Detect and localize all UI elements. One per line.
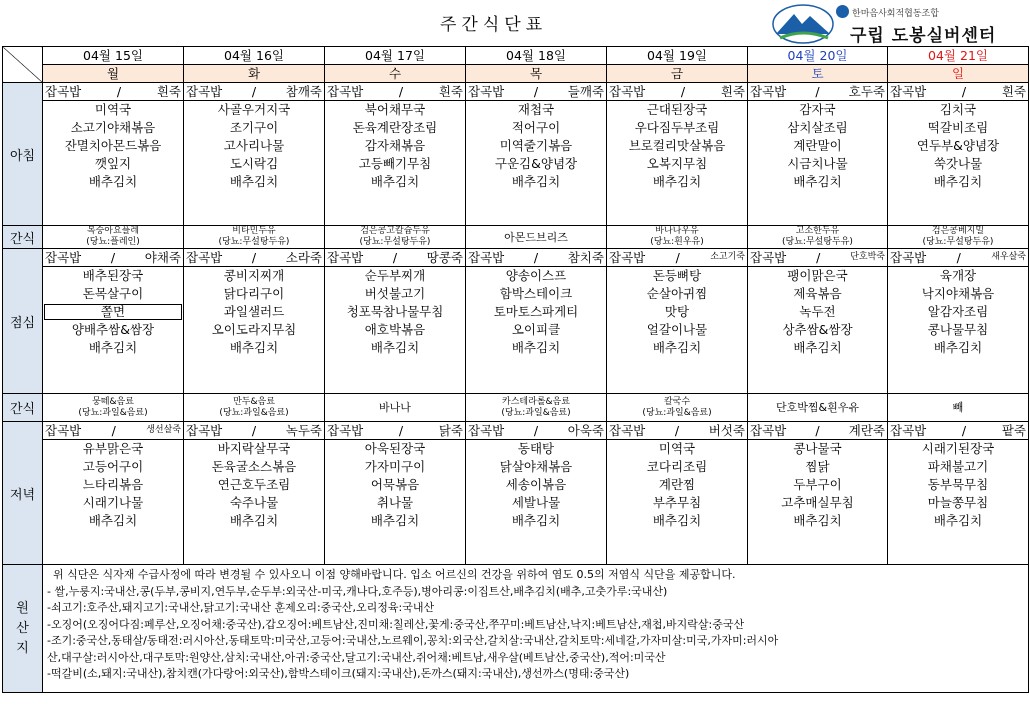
date-wed: 04월 17일 — [325, 47, 466, 65]
lunch-porridge: 새우살죽 — [991, 252, 1026, 262]
org-name: 구립 도봉실버센터 — [850, 26, 997, 46]
lunch-dish: 청포묵참나물무침 — [346, 304, 444, 319]
lunch-rice-porridge — [748, 249, 887, 267]
morning-snack-cell — [325, 226, 466, 249]
breakfast-rice: 잡곡밥 — [890, 84, 927, 99]
afternoon-snack-item: 바나나 — [379, 401, 411, 414]
dinner-rice-porridge — [184, 422, 324, 440]
breakfast-row — [3, 83, 1029, 226]
breakfast-dish: 재첩국 — [517, 102, 555, 117]
dinner-separator: / — [815, 423, 820, 438]
note-line: -오징어(오징어다짐:페루산,오징어채:중국산),갑오징어:베트남산,진미채:칠레산,꽃게:중국산,쭈꾸미:베트남산,낙지:베트남산,재첩,바지락살:중국산 — [47, 617, 745, 631]
lunch-dish: 낙지야채볶음 — [921, 286, 995, 301]
dinner-dish: 부추무침 — [652, 495, 702, 510]
dinner-rice: 잡곡밥 — [45, 423, 82, 438]
dinner-cell — [466, 422, 607, 565]
lunch-porridge: 소고기죽 — [710, 252, 745, 262]
morning-snack-row — [3, 226, 1029, 249]
lunch-dish: 얼갈이나물 — [646, 322, 708, 337]
morning-snack-item: 복숭아요플레 — [86, 226, 140, 236]
breakfast-cell — [184, 83, 325, 226]
afternoon-snack-item: 빼 — [952, 401, 964, 414]
breakfast-label: 아침 — [3, 83, 43, 226]
breakfast-dish: 돈육계란장조림 — [352, 120, 438, 135]
lunch-dish: 애호박볶음 — [364, 322, 426, 337]
lunch-dish: 함박스테이크 — [499, 286, 573, 301]
breakfast-cell — [888, 83, 1029, 226]
dinner-dish: 코다리조림 — [646, 459, 708, 474]
breakfast-dish: 사골우거지국 — [217, 102, 291, 117]
lunch-rice-porridge — [184, 249, 324, 267]
breakfast-dish: 깻잎지 — [94, 156, 132, 171]
breakfast-dish: 근대된장국 — [646, 102, 708, 117]
dinner-dish: 어묵볶음 — [370, 477, 420, 492]
lunch-dish: 콩나물무침 — [927, 322, 989, 337]
lunch-dish: 제육볶음 — [793, 286, 842, 301]
dinner-cell — [43, 422, 184, 565]
breakfast-rice-porridge — [43, 83, 183, 101]
lunch-dish: 양송이스프 — [505, 268, 567, 283]
lunch-cell — [888, 249, 1029, 394]
origin-notes — [43, 565, 1029, 693]
dinner-porridge: 팥죽 — [1001, 423, 1026, 438]
breakfast-separator: / — [680, 84, 686, 99]
date-row — [3, 47, 1029, 65]
note-line: -조기:중국산,동태살/동태전:러시아산,동태토막:미국산,고등어:국내산,노르웨이,꽁치:외국산,갈치살:국내산,갈치토막:세네갈,가자미살:미국,가자미:러시아 — [47, 634, 779, 647]
lunch-rice-porridge — [43, 249, 183, 267]
dinner-cell — [325, 422, 466, 565]
breakfast-rice: 잡곡밥 — [327, 84, 364, 99]
dinner-separator: / — [398, 423, 404, 438]
lunch-dish: 오이피클 — [511, 322, 561, 337]
breakfast-dish: 북어채무국 — [364, 102, 426, 117]
lunch-rice: 잡곡밥 — [186, 250, 223, 265]
breakfast-separator: / — [533, 84, 539, 99]
morning-snack-cell — [607, 226, 748, 249]
lunch-rice: 잡곡밥 — [327, 250, 364, 265]
breakfast-dish: 배추김치 — [229, 174, 279, 189]
afternoon-snack-cell — [748, 394, 888, 422]
dinner-porridge: 생선살죽 — [146, 425, 181, 435]
dinner-separator: / — [961, 423, 967, 438]
breakfast-rice-porridge — [325, 83, 465, 101]
dinner-porridge: 계란죽 — [848, 423, 885, 438]
dinner-rice: 잡곡밥 — [890, 423, 927, 438]
morning-snack-cell — [466, 226, 607, 249]
weekday-sun: 일 — [888, 65, 1029, 83]
morning-snack-diabetic-option: (당뇨:무설탕두유) — [359, 237, 431, 247]
morning-snack-label: 간식 — [3, 226, 43, 249]
breakfast-porridge: 흰죽 — [720, 84, 745, 99]
breakfast-rice-porridge — [748, 83, 887, 101]
morning-snack-diabetic-option: (당뇨:무설탕두유) — [218, 237, 290, 247]
breakfast-separator: / — [251, 84, 257, 99]
lunch-separator: / — [675, 250, 680, 265]
breakfast-dish: 미역국 — [94, 102, 132, 117]
breakfast-porridge: 참깨죽 — [285, 84, 322, 99]
lunch-dish: 배추김치 — [652, 340, 702, 355]
afternoon-snack-cell — [466, 394, 607, 422]
breakfast-dish: 고등빼기무침 — [358, 156, 432, 171]
weekday-sat: 토 — [748, 65, 888, 83]
origin-label-text: 원산지 — [16, 600, 29, 656]
lunch-dish: 배추김치 — [229, 340, 279, 355]
breakfast-dish: 연두부&양념장 — [916, 138, 1000, 153]
afternoon-snack-cell — [607, 394, 748, 422]
dinner-cell — [888, 422, 1029, 565]
lunch-dish: 오이도라지무침 — [211, 322, 297, 337]
lunch-dish: 돈등뼈탕 — [652, 268, 702, 283]
note-line: - 쌀,누룽지:국내산,콩(두부,콩비지,연두부,순두부:외국산-미국,캐나다,호주등),병아리콩:이집트산,배추김치(배추,고춧가루:국내산) — [47, 584, 668, 598]
breakfast-separator: / — [961, 84, 967, 99]
breakfast-dish: 오복지무침 — [646, 156, 708, 171]
afternoon-snack-cell — [888, 394, 1029, 422]
afternoon-snack-item: 뭉떼&음료 — [92, 396, 134, 407]
dinner-dish: 느타리볶음 — [82, 477, 144, 492]
note-line: 산,대구살:러시아산,대구토막:원양산,삼치:국내산,아귀:중국산,달고기:국내산,쥐어채:베트남,새우살(베트남산,중국산),적어:미국산 — [47, 650, 666, 664]
dinner-dish: 가자미구이 — [364, 459, 426, 474]
lunch-dish: 배추된장국 — [82, 268, 144, 283]
origin-label — [3, 565, 43, 693]
org-badge-icon — [836, 5, 849, 18]
dinner-separator: / — [533, 423, 539, 438]
breakfast-dish: 배추김치 — [370, 174, 420, 189]
dinner-row — [3, 422, 1029, 565]
lunch-label: 점심 — [3, 249, 43, 394]
dinner-dish: 동태탕 — [517, 441, 555, 456]
breakfast-dish: 잔멸치아몬드볶음 — [64, 138, 162, 153]
dinner-dish: 연근호두조림 — [217, 477, 291, 492]
lunch-rice: 잡곡밥 — [45, 250, 82, 265]
dinner-rice-porridge — [607, 422, 747, 440]
dinner-dish: 배추김치 — [88, 513, 138, 528]
origin-row — [3, 565, 1029, 693]
lunch-dish: 쫄면 — [43, 303, 183, 321]
breakfast-dish: 조기구이 — [229, 120, 279, 135]
lunch-dish: 상추쌈&쌈장 — [782, 322, 853, 337]
breakfast-dish: 감자국 — [799, 102, 836, 117]
morning-snack-diabetic-option: (당뇨:무설탕두유) — [782, 237, 853, 247]
breakfast-dish: 우다짐두부조림 — [634, 120, 720, 135]
dinner-dish: 취나물 — [376, 495, 414, 510]
breakfast-dish: 브로컬리맛살볶음 — [628, 138, 726, 153]
breakfast-rice: 잡곡밥 — [750, 84, 787, 99]
lunch-dish: 순두부찌개 — [364, 268, 426, 283]
dinner-dish: 배추김치 — [793, 513, 842, 528]
dinner-dish: 바지락살무국 — [217, 441, 291, 456]
lunch-porridge: 소라죽 — [285, 250, 322, 265]
morning-snack-item: 바나나우유 — [655, 226, 699, 236]
dinner-cell — [607, 422, 748, 565]
weekday-tue: 화 — [184, 65, 325, 83]
dinner-dish: 시래기나물 — [82, 495, 144, 510]
breakfast-dish: 배추김치 — [793, 174, 842, 189]
breakfast-cell — [466, 83, 607, 226]
morning-snack-item: 아몬드브리즈 — [504, 230, 568, 244]
afternoon-snack-item: 카스테라롤&음료 — [502, 396, 570, 407]
lunch-cell — [748, 249, 888, 394]
date-fri: 04월 19일 — [607, 47, 748, 65]
afternoon-snack-diabetic-option: (당뇨:과일&음료) — [219, 407, 289, 418]
date-tue: 04월 16일 — [184, 47, 325, 65]
mountain-logo-icon — [772, 4, 834, 44]
breakfast-dish: 소고기야채볶음 — [70, 120, 156, 135]
breakfast-rice-porridge — [607, 83, 747, 101]
breakfast-porridge: 호두죽 — [848, 84, 885, 99]
dinner-rice: 잡곡밥 — [609, 423, 646, 438]
lunch-rice-porridge — [466, 249, 606, 267]
lunch-cell — [184, 249, 325, 394]
dinner-dish: 유부맑은국 — [82, 441, 144, 456]
dinner-dish: 세발나물 — [511, 495, 561, 510]
breakfast-porridge: 흰죽 — [438, 84, 463, 99]
weekday-mon: 월 — [43, 65, 184, 83]
dinner-dish: 동부묵무침 — [927, 477, 989, 492]
dinner-dish: 돈육굴소스볶음 — [211, 459, 297, 474]
note-line: -떡갈비(소,돼지:국내산),참치캔(가다랑어:외국산),함박스테이크(돼지:국내산),돈까스(돼지:국내산),생선까스(명태:중국산) — [47, 667, 630, 680]
center-logo — [772, 2, 1027, 46]
afternoon-snack-item: 단호박찜&흰우유 — [776, 401, 859, 414]
afternoon-snack-item: 칼국수 — [663, 396, 691, 407]
lunch-dish: 맛탕 — [664, 304, 690, 319]
breakfast-porridge: 흰죽 — [1001, 84, 1026, 99]
morning-snack-diabetic-option: (당뇨:흰우유) — [650, 237, 704, 247]
dinner-dish: 계란찜 — [658, 477, 696, 492]
lunch-dish: 배추김치 — [933, 340, 983, 355]
lunch-rice-porridge — [607, 249, 747, 267]
dinner-porridge: 닭죽 — [438, 423, 463, 438]
afternoon-snack-diabetic-option: (당뇨:과일&음료) — [78, 407, 148, 418]
breakfast-rice-porridge — [466, 83, 606, 101]
breakfast-dish: 시금치나물 — [787, 156, 848, 171]
lunch-rice-porridge — [888, 249, 1028, 267]
date-sat: 04월 20일 — [748, 47, 888, 65]
afternoon-snack-diabetic-option: (당뇨:과일&음료) — [642, 407, 712, 418]
lunch-cell — [607, 249, 748, 394]
dinner-rice-porridge — [466, 422, 606, 440]
note-line: 위 식단은 식자재 수급사정에 따라 변경될 수 있사오니 이점 양해바랍니다. 입소 어르신의 건강을 위하여 염도 0.5의 저염식 식단을 제공합니다. — [53, 568, 736, 581]
weekday-thu: 목 — [466, 65, 607, 83]
breakfast-cell — [325, 83, 466, 226]
breakfast-dish: 배추김치 — [511, 174, 561, 189]
lunch-porridge: 참치죽 — [567, 250, 604, 265]
afternoon-snack-cell — [43, 394, 184, 422]
lunch-cell — [325, 249, 466, 394]
lunch-cell — [43, 249, 184, 394]
lunch-dish: 닭다리구이 — [223, 286, 285, 301]
lunch-dish: 과일샐러드 — [223, 304, 285, 319]
lunch-separator: / — [110, 250, 116, 265]
dinner-separator: / — [111, 423, 116, 438]
lunch-rice-porridge — [325, 249, 465, 267]
dinner-dish: 두부구이 — [793, 477, 842, 492]
morning-snack-cell — [888, 226, 1029, 249]
breakfast-dish: 배추김치 — [933, 174, 983, 189]
lunch-dish: 양배추쌈&쌈장 — [71, 322, 155, 337]
dinner-dish: 세송이볶음 — [505, 477, 567, 492]
dinner-dish: 배추김치 — [370, 513, 420, 528]
dinner-separator: / — [251, 423, 257, 438]
breakfast-rice-porridge — [888, 83, 1028, 101]
dinner-rice: 잡곡밥 — [327, 423, 364, 438]
breakfast-cell — [607, 83, 748, 226]
lunch-separator: / — [956, 250, 961, 265]
breakfast-rice: 잡곡밥 — [609, 84, 646, 99]
breakfast-dish: 떡갈비조림 — [927, 120, 989, 135]
lunch-porridge: 땅콩죽 — [426, 250, 463, 265]
lunch-dish: 팽이맑은국 — [787, 268, 848, 283]
dinner-dish: 콩나물국 — [793, 441, 842, 456]
lunch-cell — [466, 249, 607, 394]
lunch-dish: 육개장 — [939, 268, 977, 283]
lunch-separator: / — [816, 250, 821, 265]
dinner-rice: 잡곡밥 — [468, 423, 505, 438]
morning-snack-cell — [43, 226, 184, 249]
breakfast-separator: / — [398, 84, 404, 99]
lunch-dish: 콩비지찌개 — [223, 268, 285, 283]
afternoon-snack-row — [3, 394, 1029, 422]
lunch-dish: 배추김치 — [511, 340, 561, 355]
breakfast-dish: 계란말이 — [793, 138, 842, 153]
breakfast-rice: 잡곡밥 — [468, 84, 505, 99]
breakfast-dish: 배추김치 — [88, 174, 138, 189]
lunch-dish: 알감자조림 — [927, 304, 989, 319]
lunch-row — [3, 249, 1029, 394]
lunch-separator: / — [392, 250, 398, 265]
morning-snack-cell — [748, 226, 888, 249]
lunch-porridge: 단호박죽 — [850, 252, 885, 262]
dinner-cell — [184, 422, 325, 565]
weekday-row — [3, 65, 1029, 83]
breakfast-dish: 도시락김 — [229, 156, 279, 171]
breakfast-separator: / — [815, 84, 820, 99]
date-sun: 04월 21일 — [888, 47, 1029, 65]
breakfast-dish: 쑥갓나물 — [933, 156, 983, 171]
lunch-rice: 잡곡밥 — [750, 250, 787, 265]
dinner-rice: 잡곡밥 — [750, 423, 787, 438]
breakfast-rice: 잡곡밥 — [186, 84, 223, 99]
breakfast-porridge: 들깨죽 — [567, 84, 604, 99]
dinner-rice-porridge — [325, 422, 465, 440]
dinner-dish: 파채불고기 — [927, 459, 989, 474]
corner-cell — [3, 47, 43, 83]
lunch-separator: / — [251, 250, 257, 265]
dinner-dish: 마늘쫑무침 — [927, 495, 989, 510]
breakfast-dish: 구운김&양념장 — [494, 156, 578, 171]
morning-snack-item: 비타민두유 — [232, 226, 276, 236]
breakfast-cell — [748, 83, 888, 226]
afternoon-snack-cell — [325, 394, 466, 422]
breakfast-porridge: 흰죽 — [156, 84, 181, 99]
weekday-fri: 금 — [607, 65, 748, 83]
breakfast-dish: 김치국 — [939, 102, 977, 117]
lunch-dish: 녹두전 — [799, 304, 836, 319]
morning-snack-item: 고소한두유 — [795, 226, 840, 236]
breakfast-dish: 고사리나물 — [223, 138, 285, 153]
dinner-dish: 찜닭 — [805, 459, 830, 474]
dinner-dish: 숙주나물 — [229, 495, 279, 510]
lunch-dish: 토마토스파게티 — [493, 304, 579, 319]
dinner-porridge: 녹두죽 — [285, 423, 322, 438]
dinner-porridge: 아욱죽 — [567, 423, 604, 438]
dinner-dish: 아욱된장국 — [364, 441, 426, 456]
dinner-dish: 배추김치 — [511, 513, 561, 528]
lunch-dish: 순살아귀찜 — [646, 286, 708, 301]
lunch-rice: 잡곡밥 — [890, 250, 927, 265]
dinner-dish: 미역국 — [658, 441, 696, 456]
breakfast-cell — [43, 83, 184, 226]
dinner-rice: 잡곡밥 — [186, 423, 223, 438]
lunch-dish: 배추김치 — [793, 340, 842, 355]
dinner-dish: 고등어구이 — [82, 459, 144, 474]
breakfast-dish: 미역줄기볶음 — [499, 138, 573, 153]
breakfast-separator: / — [116, 84, 122, 99]
lunch-dish: 버섯불고기 — [364, 286, 426, 301]
lunch-separator: / — [533, 250, 539, 265]
date-thu: 04월 18일 — [466, 47, 607, 65]
date-mon: 04월 15일 — [43, 47, 184, 65]
morning-snack-diabetic-option: (당뇨:플레인) — [86, 237, 140, 247]
afternoon-snack-diabetic-option: (당뇨:과일&음료) — [501, 407, 571, 418]
breakfast-dish: 배추김치 — [652, 174, 702, 189]
breakfast-rice-porridge — [184, 83, 324, 101]
dinner-porridge: 버섯죽 — [708, 423, 745, 438]
breakfast-dish: 적어구이 — [511, 120, 561, 135]
page-title: 주간식단표 — [440, 15, 548, 35]
lunch-rice: 잡곡밥 — [468, 250, 505, 265]
morning-snack-item: 검은콩베지밀 — [931, 226, 985, 236]
dinner-dish: 시래기된장국 — [921, 441, 995, 456]
org-small-name: 한마음사회적협동조합 — [852, 9, 939, 19]
weekday-wed: 수 — [325, 65, 466, 83]
morning-snack-cell — [184, 226, 325, 249]
morning-snack-item: 검은콩고칼슘두유 — [360, 226, 430, 236]
afternoon-snack-cell — [184, 394, 325, 422]
lunch-dish: 배추김치 — [370, 340, 420, 355]
breakfast-rice: 잡곡밥 — [45, 84, 82, 99]
dinner-separator: / — [674, 423, 680, 438]
dinner-dish: 고추매실무침 — [781, 495, 854, 510]
dinner-label: 저녁 — [3, 422, 43, 565]
dinner-rice-porridge — [888, 422, 1028, 440]
dinner-cell — [748, 422, 888, 565]
dinner-rice-porridge — [748, 422, 887, 440]
dinner-dish: 닭살야채볶음 — [499, 459, 573, 474]
afternoon-snack-item: 만두&음료 — [233, 396, 275, 407]
lunch-dish: 배추김치 — [88, 340, 138, 355]
menu-table — [2, 46, 1029, 693]
dinner-dish: 배추김치 — [652, 513, 702, 528]
dinner-dish: 배추김치 — [229, 513, 279, 528]
dinner-dish: 배추김치 — [933, 513, 983, 528]
afternoon-snack-label: 간식 — [3, 394, 43, 422]
note-line: -쇠고기:호주산,돼지고기:국내산,닭고기:국내산 훈제오리:중국산,오리정육:국내산 — [47, 601, 435, 614]
breakfast-dish: 삼치살조림 — [787, 120, 848, 135]
breakfast-dish: 감자채볶음 — [364, 138, 426, 153]
lunch-porridge: 야채죽 — [144, 250, 181, 265]
dinner-rice-porridge — [43, 422, 183, 440]
lunch-rice: 잡곡밥 — [609, 250, 646, 265]
morning-snack-diabetic-option: (당뇨:무설탕두유) — [922, 237, 994, 247]
lunch-dish: 돈목살구이 — [82, 286, 144, 301]
